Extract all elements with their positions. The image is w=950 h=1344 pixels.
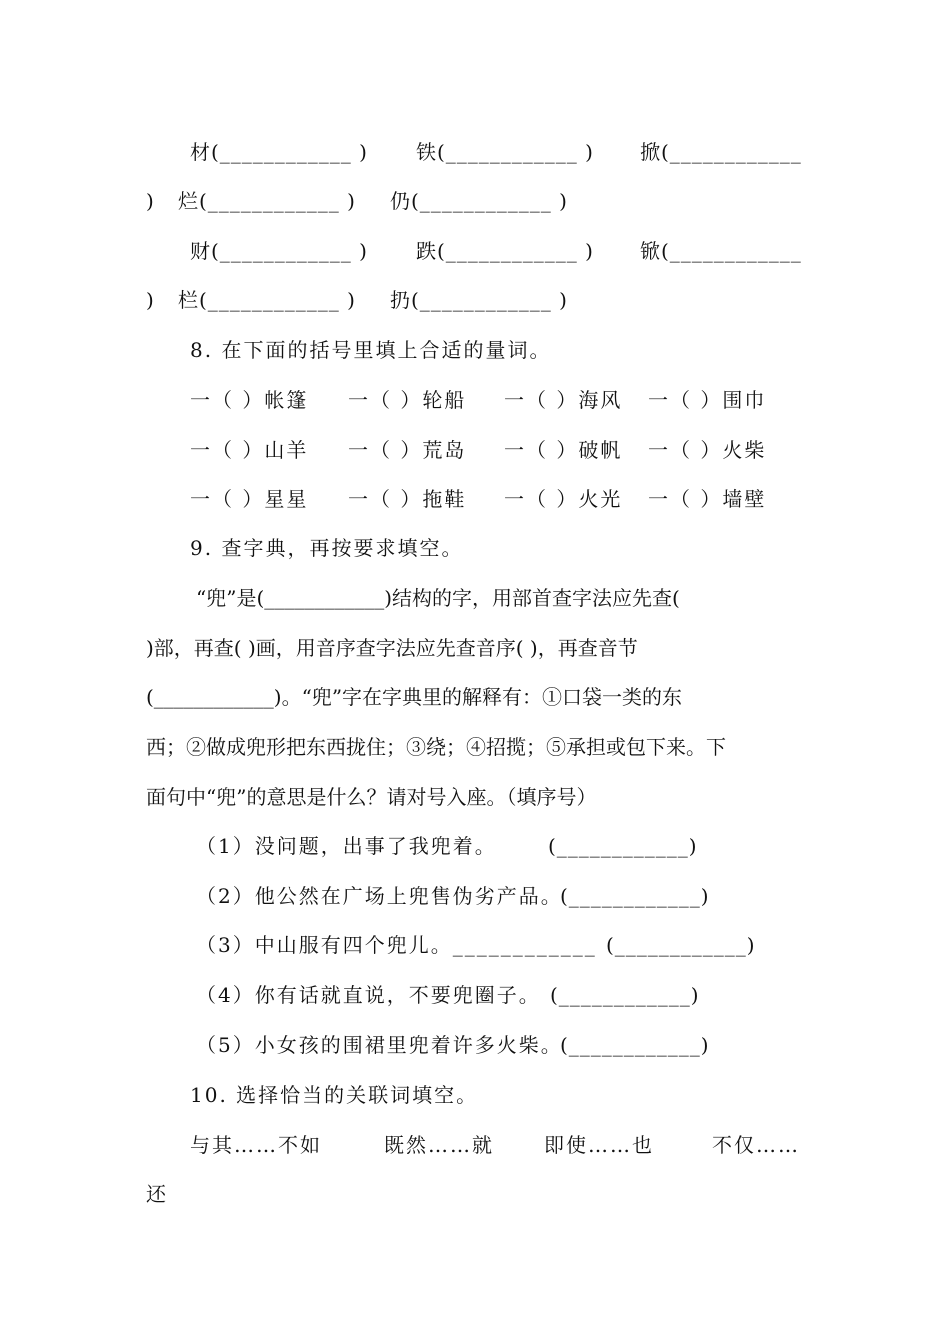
question-10-title: 10. 选择恰当的关联词填空。 [190, 1083, 479, 1107]
sentence-text: （4）你有话就直说，不要兜圈子。 [196, 983, 541, 1007]
measure-word-item[interactable]: 一（ ）山羊 [190, 438, 309, 462]
sentence-text: （3）中山服有四个兜儿。____________ [196, 933, 597, 957]
measure-word-item[interactable]: 一（ ）围巾 [648, 388, 767, 412]
q9-sentence-4 [196, 975, 858, 1015]
measure-word-item[interactable]: 一（ ）火柴 [648, 438, 767, 462]
char-blank[interactable]: 烂(____________ ) [178, 189, 356, 213]
measure-word-item[interactable]: 一（ ）帐篷 [190, 388, 309, 412]
char-blank[interactable]: 仍(____________ ) [390, 189, 568, 213]
q9-text: 面句中“兜”的意思是什么？请对号入座。（填序号） [146, 785, 597, 809]
char-blank[interactable]: 掀(____________ [640, 140, 802, 164]
char-blank[interactable]: 栏(____________ ) [178, 288, 356, 312]
measure-word-item[interactable]: 一（ ）火光 [504, 487, 623, 511]
char-row-4 [146, 280, 808, 320]
measure-word-row-1 [190, 380, 808, 420]
measure-word-item[interactable]: 一（ ）荒岛 [348, 438, 467, 462]
char-blank[interactable]: 材(____________ ) [190, 140, 368, 164]
conjunction-options [190, 1125, 808, 1165]
conjunction-option: 与其……不如 [190, 1133, 322, 1157]
char-blank-end: ) [146, 189, 155, 213]
measure-word-item[interactable]: 一（ ）破帆 [504, 438, 623, 462]
measure-word-row-3 [190, 479, 808, 519]
q9-text: 西；②做成兜形把东西拢住；③绕；④招揽；⑤承担或包下来。下 [146, 735, 726, 759]
char-blank[interactable]: 铁(____________ ) [416, 140, 594, 164]
char-row-3 [190, 231, 808, 271]
char-blank-end: ) [146, 288, 155, 312]
answer-blank[interactable]: (____________) [548, 834, 698, 858]
q9-sentence-5 [196, 1025, 858, 1065]
measure-word-item[interactable]: 一（ ）轮船 [348, 388, 467, 412]
measure-word-item[interactable]: 一（ ）拖鞋 [348, 487, 467, 511]
q9-text: “兜”是(____________)结构的字，用部首查字法应先查( [196, 586, 680, 610]
q9-paragraph-line [196, 578, 808, 618]
q9-paragraph-line [146, 727, 808, 767]
conjunction-wrap: 还 [146, 1182, 168, 1206]
char-row-2 [146, 181, 808, 221]
char-blank[interactable]: 扔(____________ ) [390, 288, 568, 312]
conjunction-option: 既然……就 [384, 1133, 494, 1157]
answer-blank[interactable]: (____________) [550, 983, 700, 1007]
char-blank[interactable]: 跌(____________ ) [416, 239, 594, 263]
answer-blank[interactable]: (____________) [560, 884, 710, 908]
sentence-text: （1）没问题，出事了我兜着。 [196, 834, 497, 858]
measure-word-row-2 [190, 430, 808, 470]
q9-text: (____________)。“兜”字在字典里的解释有：①口袋一类的东 [146, 685, 683, 709]
conjunction-option: 不仅…… [712, 1133, 800, 1157]
measure-word-item[interactable]: 一（ ）海风 [504, 388, 623, 412]
q9-paragraph-line [146, 628, 808, 668]
q9-sentence-2 [196, 876, 858, 916]
question-9-title: 9. 查字典，再按要求填空。 [190, 536, 464, 560]
question-8-title: 8. 在下面的括号里填上合适的量词。 [190, 338, 552, 362]
q9-paragraph-line [146, 777, 808, 817]
answer-blank[interactable]: (____________) [606, 933, 756, 957]
char-blank[interactable]: 锨(____________ [640, 239, 802, 263]
sentence-text: （2）他公然在广场上兜售伪劣产品。 [196, 884, 563, 908]
q9-sentence-3 [196, 925, 858, 965]
q9-sentence-1 [196, 826, 858, 866]
char-blank[interactable]: 财(____________ ) [190, 239, 368, 263]
sentence-text: （5）小女孩的围裙里兜着许多火柴。 [196, 1033, 563, 1057]
char-row-1 [190, 132, 808, 172]
conjunction-option: 即使……也 [544, 1133, 654, 1157]
q9-paragraph-line [146, 677, 808, 717]
q9-text: )部，再查( )画，用音序查字法应先查音序( )，再查音节 [146, 636, 638, 660]
measure-word-item[interactable]: 一（ ）墙壁 [648, 487, 767, 511]
measure-word-item[interactable]: 一（ ）星星 [190, 487, 309, 511]
answer-blank[interactable]: (____________) [560, 1033, 710, 1057]
